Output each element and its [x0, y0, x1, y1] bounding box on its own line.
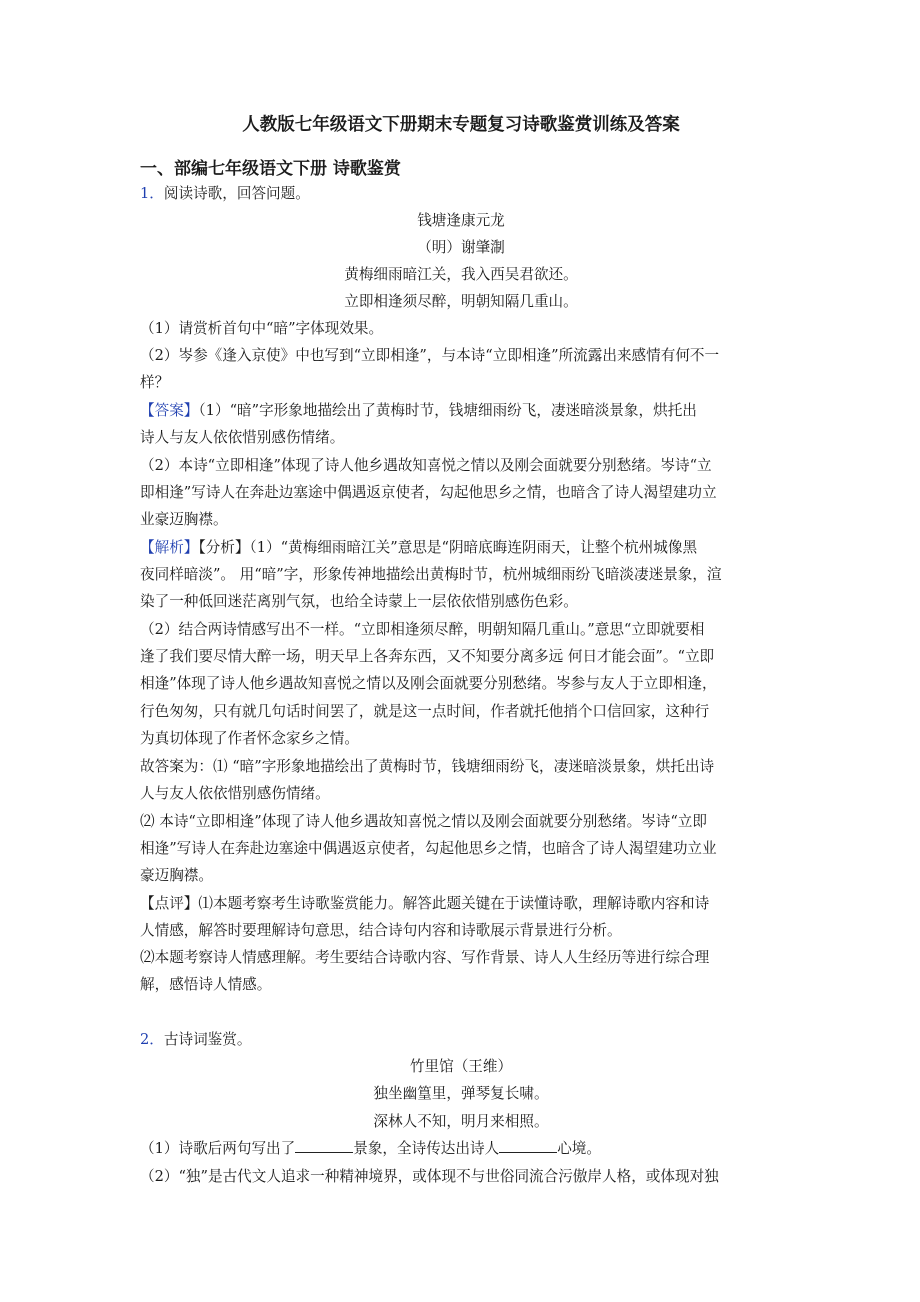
analysis-line: 夜同样暗淡”。 用“暗”字，形象传神地描绘出黄梅时节，杭州城细雨纷飞暗淡凄迷景象，渲 — [140, 566, 722, 583]
analysis-line: 为真切体现了作者怀念家乡之情。 — [140, 730, 359, 747]
question-number: 1． — [140, 185, 164, 202]
question-1-prompt — [140, 182, 782, 206]
comment-line: 人情感，解答时要理解诗句意思，结合诗句内容和诗歌展示背景进行分析。 — [140, 922, 622, 939]
final-answer-line: 人与友人依依惜别感伤情绪。 — [140, 785, 330, 802]
document-title: 人教版七年级语文下册期末专题复习诗歌鉴赏训练及答案 — [242, 115, 680, 135]
analysis-line: 染了一种低回迷茫离别气氛，也给全诗蒙上一层依依惜别感伤色彩。 — [140, 593, 578, 610]
poem-line: 黄梅细雨暗江关，我入西吴君欲还。 — [344, 266, 578, 283]
answer-line: 即相逢”写诗人在奔赴边塞途中偶遇返京使者，勾起他思乡之情，也暗含了诗人渴望建功立 — [140, 484, 717, 501]
question-number: 2． — [140, 1031, 164, 1048]
comment-line: 【点评】⑴本题考察考生诗歌鉴赏能力。解答此题关键在于读懂诗歌，理解诗歌内容和诗 — [140, 895, 710, 912]
analysis-line: 逢了我们要尽情大醉一场，明天早上各奔东西，又不知要分离多远 何日才能会面”。“立即 — [140, 648, 715, 665]
analysis-line — [140, 536, 782, 560]
sub-question-cont: 样？ — [140, 374, 170, 391]
question-text: （1）诗歌后两句写出了 — [140, 1140, 296, 1157]
sub-question: （2）岑参《逢入京使》中也写到“立即相逢”，与本诗“立即相逢”所流露出来感情有何不一 — [140, 347, 720, 364]
question-2-prompt — [140, 1028, 782, 1052]
prompt-text: 古诗词鉴赏。 — [163, 1031, 252, 1048]
answer-tag: 【答案】 — [140, 402, 199, 419]
answer-line: 诗人与友人依依惜别感伤情绪。 — [140, 429, 345, 446]
fill-in-question — [140, 1137, 782, 1161]
answer-blank[interactable] — [295, 1138, 353, 1153]
final-answer-line: 故答案为：⑴ “暗”字形象地描绘出了黄梅时节，钱塘细雨纷飞，凄迷暗淡景象，烘托出诗 — [140, 758, 715, 775]
analysis-tag: 【解析】 — [140, 539, 199, 556]
prompt-text: 阅读诗歌，回答问题。 — [163, 185, 310, 202]
question-text: 景象，全诗传达出诗人 — [353, 1140, 500, 1157]
answer-text: （1）“暗”字形象地描绘出了黄梅时节，钱塘细雨纷飞，凄迷暗淡景象，烘托出 — [198, 402, 697, 419]
question-text: 心境。 — [557, 1140, 601, 1157]
answer-line — [140, 399, 782, 423]
sub-question: （1）请赏析首句中“暗”字体现效果。 — [140, 320, 384, 337]
analysis-sub-tag: 【分析】 — [198, 539, 250, 556]
poem-author: （明）谢肇淛 — [417, 239, 505, 256]
poem-line: 独坐幽篁里，弹琴复长啸。 — [373, 1085, 549, 1102]
poem-title: 竹里馆（王维） — [409, 1058, 513, 1075]
comment-line: ⑵本题考察诗人情感理解。考生要结合诗歌内容、写作背景、诗人人生经历等进行综合理 — [140, 949, 710, 966]
sub-question: （2）“独”是古代文人追求一种精神境界，或体现不与世俗同流合污傲岸人格，或体现对独 — [140, 1168, 719, 1185]
final-answer-line: 豪迈胸襟。 — [140, 867, 213, 884]
analysis-line: 行色匆匆，只有就几句话时间罢了，就是这一点时间，作者就托他捎个口信回家，这种行 — [140, 703, 710, 720]
analysis-text: （1）“黄梅细雨暗江关”意思是“阴暗底晦连阴雨天，让整个杭州城像黑 — [249, 539, 698, 556]
poem-title: 钱塘逢康元龙 — [417, 212, 505, 229]
poem-line: 立即相逢须尽醉，明朝知隔几重山。 — [344, 293, 578, 310]
final-answer-line: 相逢”写诗人在奔赴边塞途中偶遇返京使者，勾起他思乡之情，也暗含了诗人渴望建功立业 — [140, 840, 717, 857]
section-heading: 一、部编七年级语文下册 诗歌鉴赏 — [140, 159, 401, 179]
answer-line: （2）本诗“立即相逢”体现了诗人他乡遇故知喜悦之情以及刚会面就要分别愁绪。岑诗“立 — [140, 457, 712, 474]
analysis-line: （2）结合两诗情感写出不一样。“立即相逢须尽醉，明朝知隔几重山。”意思“立即就要相 — [140, 621, 705, 638]
comment-line: 解，感悟诗人情感。 — [140, 976, 272, 993]
answer-line: 业豪迈胸襟。 — [140, 511, 228, 528]
poem-line: 深林人不知，明月来相照。 — [373, 1113, 549, 1130]
answer-blank[interactable] — [499, 1138, 557, 1153]
analysis-line: 相逢”体现了诗人他乡遇故知喜悦之情以及刚会面就要分别愁绪。岑参与友人于立即相逢， — [140, 675, 717, 692]
final-answer-line: ⑵ 本诗“立即相逢”体现了诗人他乡遇故知喜悦之情以及刚会面就要分别愁绪。岑诗“立即 — [140, 813, 707, 830]
